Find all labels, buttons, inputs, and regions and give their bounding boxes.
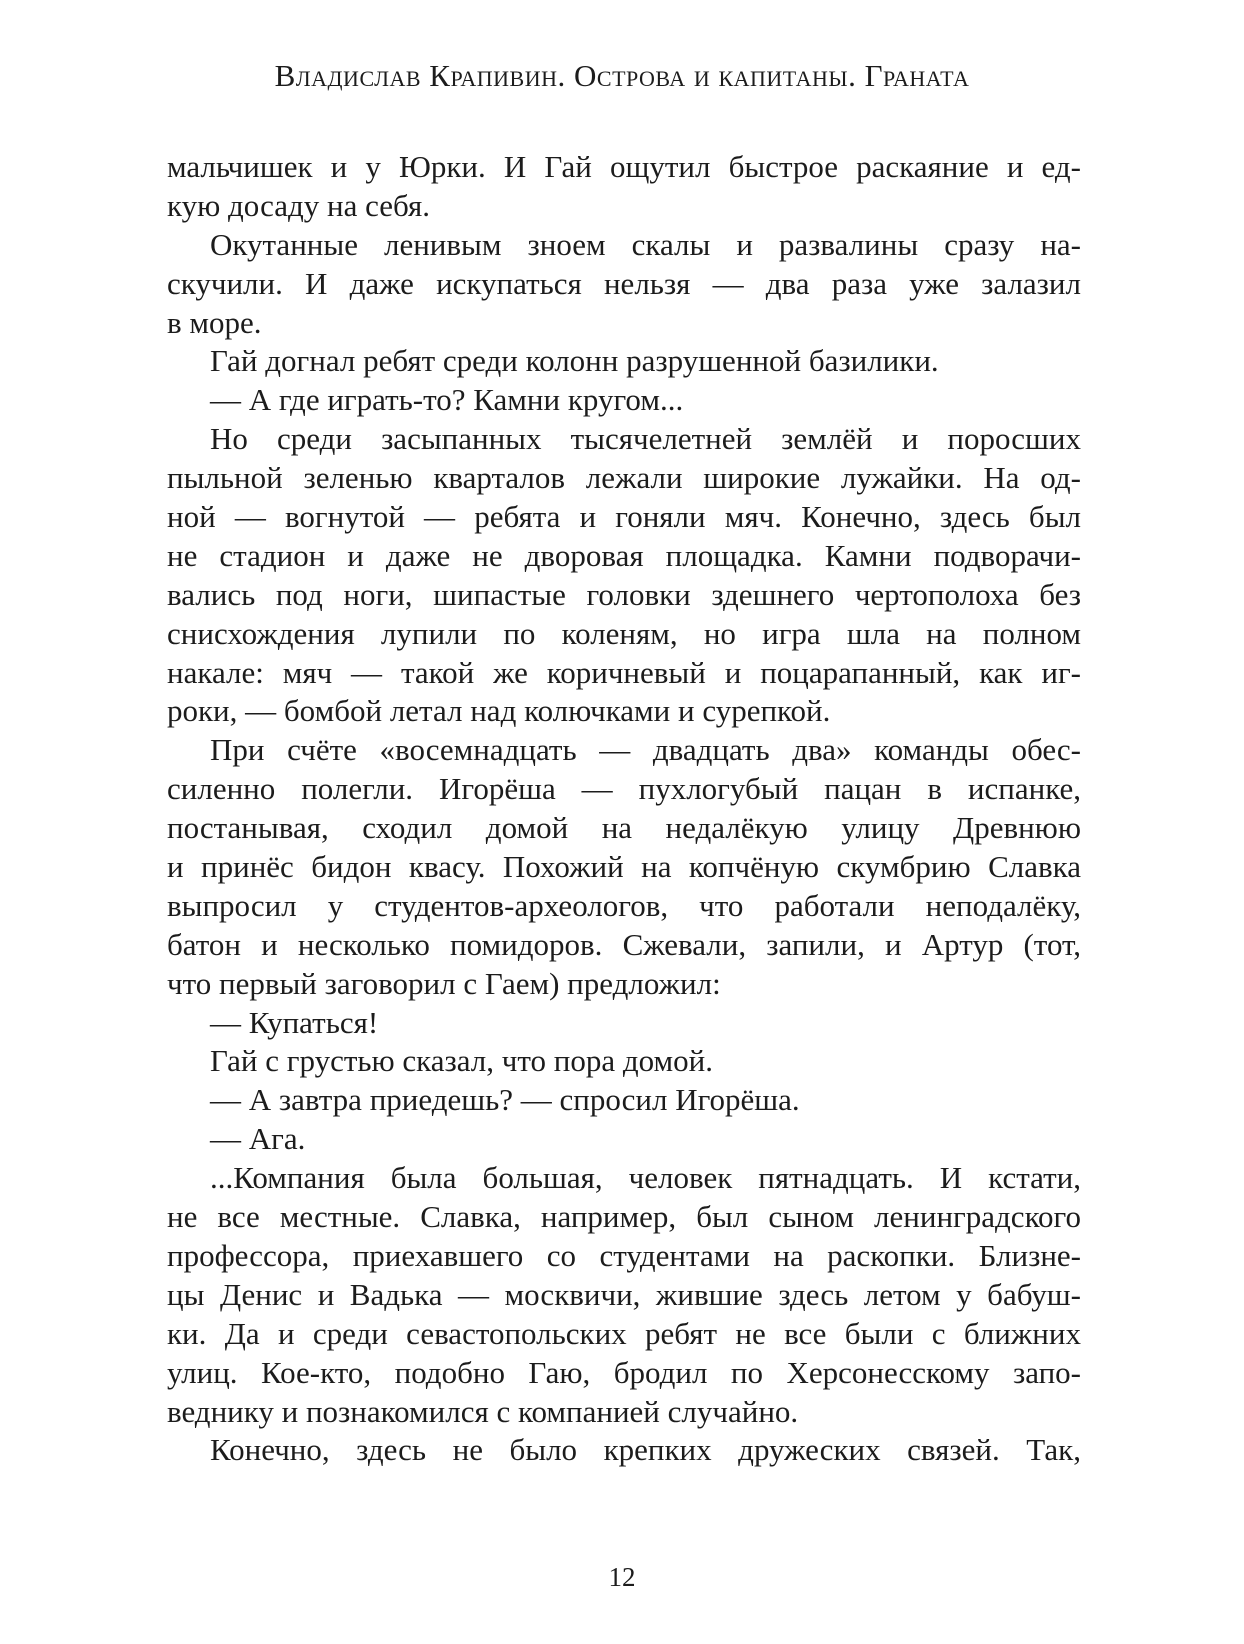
- text-line: кую досаду на себя.: [167, 187, 431, 223]
- text-line: вались под ноги, шипастые головки здешнего чертополоха без: [167, 576, 1081, 612]
- text-line: — А завтра приедешь? — спросил Игорёша.: [210, 1082, 800, 1118]
- text-line: Окутанные ленивым зноем скалы и развалины сразу на-: [210, 226, 1081, 262]
- text-line: не все местные. Славка, например, был сыном ленинградского: [167, 1199, 1081, 1235]
- text-line: накале: мяч — такой же коричневый и поцарапанный, как иг-: [167, 654, 1081, 690]
- body-text: [167, 148, 1081, 1470]
- text-line: выпросил у студентов-археологов, что работали неподалёку,: [167, 887, 1081, 923]
- text-line: Но среди засыпанных тысячелетней землёй и поросших: [210, 421, 1081, 457]
- text-line: Конечно, здесь не было крепких дружеских связей. Так,: [210, 1432, 1081, 1468]
- text-line: — Купаться!: [210, 1004, 379, 1040]
- text-line: ки. Да и среди севастопольских ребят не все были с ближних: [167, 1315, 1081, 1351]
- text-line: силенно полегли. Игорёша — пухлогубый пацан в испанке,: [167, 771, 1081, 807]
- text-line: веднику и познакомился с компанией случайно.: [167, 1393, 799, 1429]
- text-line: мальчишек и у Юрки. И Гай ощутил быстрое раскаяние и ед-: [167, 149, 1081, 184]
- text-line: в море.: [167, 304, 262, 340]
- text-line: Гай с грустью сказал, что пора домой.: [210, 1043, 713, 1079]
- running-header-title: Владислав Крапивин. Острова и капитаны. Граната: [274, 58, 970, 93]
- text-line: не стадион и даже не дворовая площадка. Камни подворачи-: [167, 537, 1081, 573]
- text-line: роки, — бомбой летал над колючками и сурепкой.: [167, 693, 831, 729]
- text-line: снисхождения лупили по коленям, но игра шла на полном: [167, 615, 1081, 651]
- text-line: ной — вогнутой — ребята и гоняли мяч. Конечно, здесь был: [167, 499, 1081, 535]
- text-line: — Ага.: [210, 1121, 306, 1157]
- page-number: 12: [608, 1562, 636, 1592]
- text-line: что первый заговорил с Гаем) предложил:: [167, 965, 721, 1001]
- text-line: и принёс бидон квасу. Похожий на копчёную скумбрию Славка: [167, 849, 1081, 885]
- text-line: профессора, приехавшего со студентами на раскопки. Близне-: [167, 1237, 1081, 1273]
- text-line: батон и несколько помидоров. Сжевали, запили, и Артур (тот,: [167, 926, 1081, 962]
- text-line: пыльной зеленью кварталов лежали широкие лужайки. На од-: [167, 460, 1081, 496]
- text-line: При счёте «восемнадцать — двадцать два» команды обес-: [210, 732, 1081, 768]
- text-line: улиц. Кое-кто, подобно Гаю, бродил по Херсонесскому запо-: [167, 1354, 1081, 1390]
- text-line: постанывая, сходил домой на недалёкую улицу Древнюю: [167, 810, 1081, 846]
- text-line: цы Денис и Вадька — москвичи, жившие здесь летом у бабуш-: [167, 1276, 1081, 1312]
- text-line: — А где играть-то? Камни кругом...: [210, 382, 684, 418]
- text-line: Гай догнал ребят среди колонн разрушенной базилики.: [210, 343, 939, 379]
- text-line: скучили. И даже искупаться нельзя — два раза уже залазил: [167, 265, 1081, 301]
- text-line: ...Компания была большая, человек пятнадцать. И кстати,: [210, 1160, 1081, 1196]
